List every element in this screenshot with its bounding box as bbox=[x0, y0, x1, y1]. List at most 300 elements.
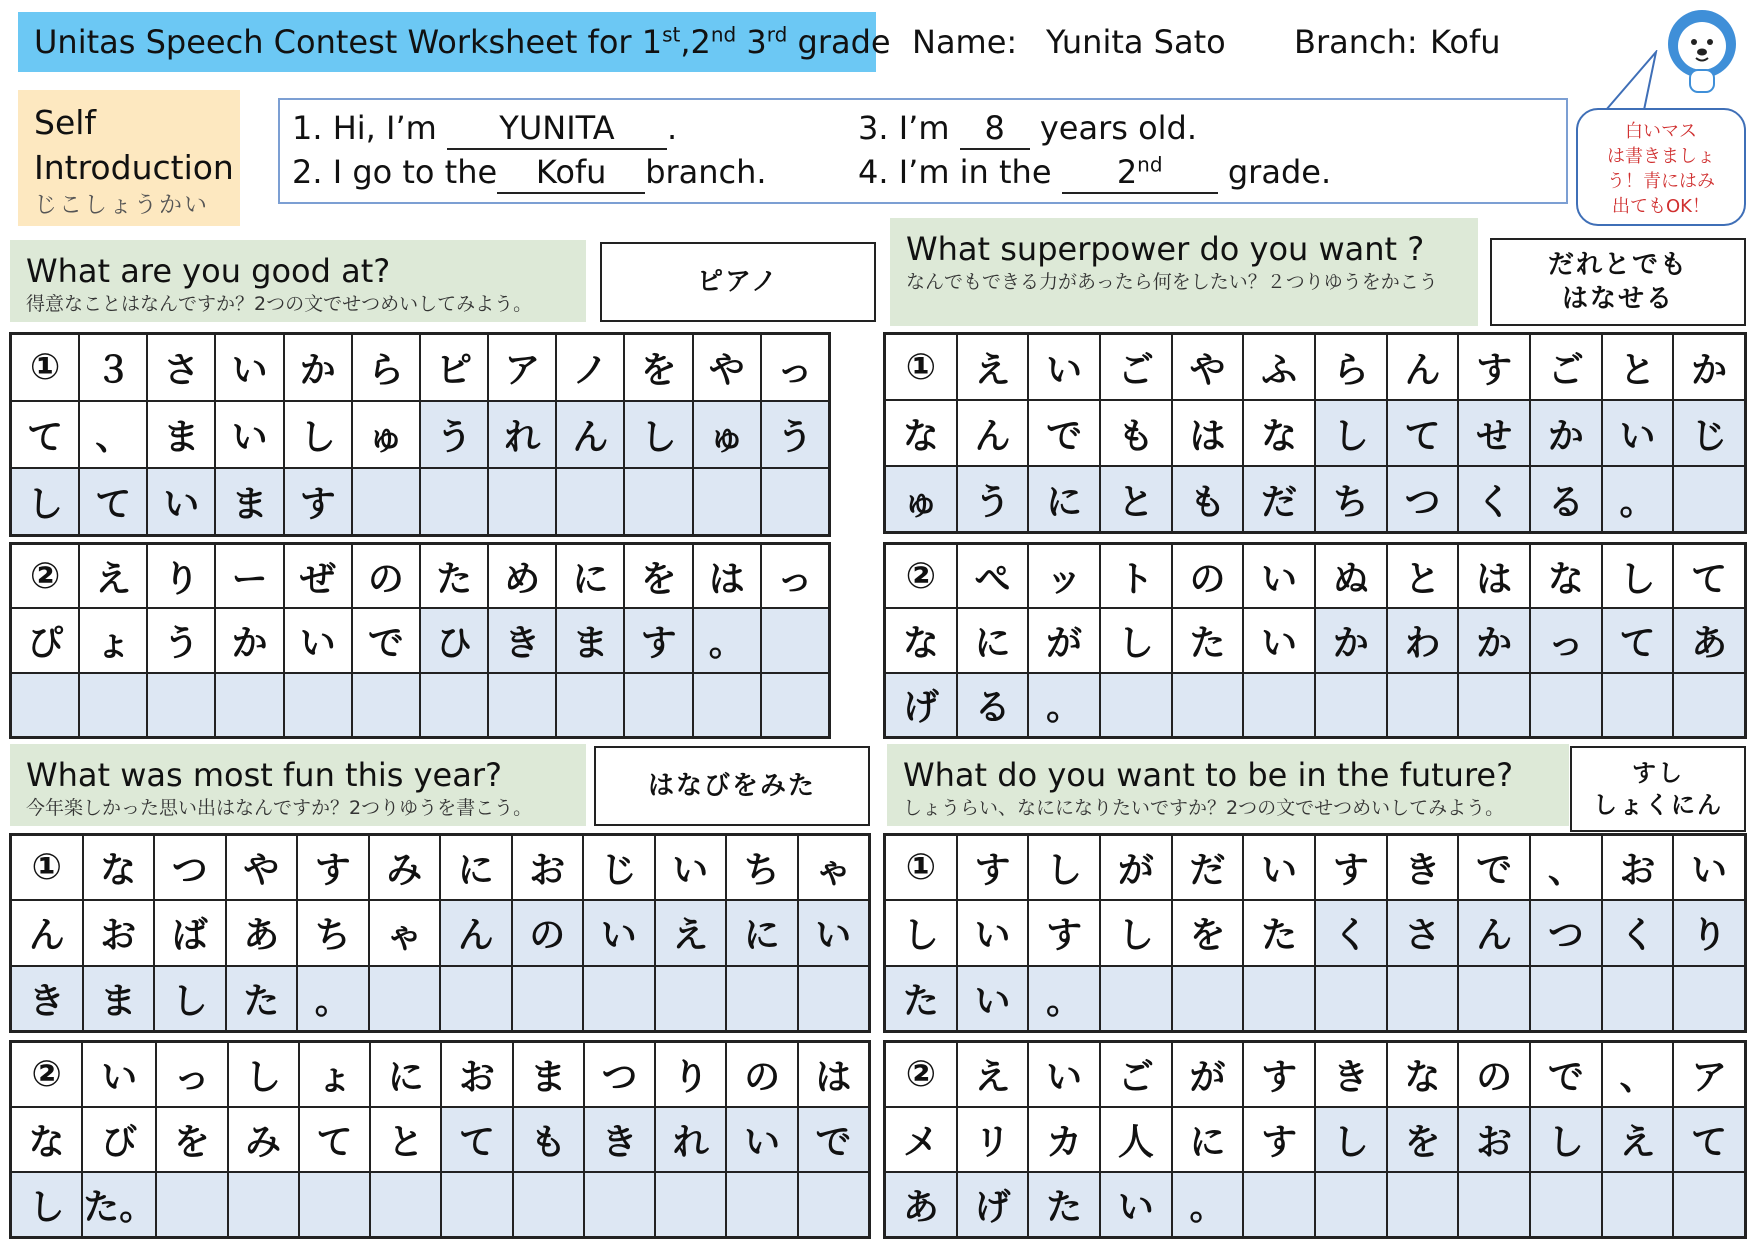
grid-cell[interactable]: え bbox=[656, 901, 726, 964]
grid-cell[interactable] bbox=[1388, 674, 1458, 736]
grid-cell[interactable]: ょ bbox=[80, 609, 146, 671]
grid-cell[interactable] bbox=[421, 674, 487, 736]
grid-cell[interactable]: に bbox=[1173, 1108, 1243, 1171]
grid-cell[interactable]: あ bbox=[886, 1173, 956, 1236]
grid-cell[interactable]: も bbox=[1173, 467, 1243, 531]
grid-cell[interactable]: の bbox=[1459, 1043, 1529, 1106]
grid-cell[interactable]: し bbox=[1316, 401, 1386, 465]
grid-cell[interactable]: い bbox=[958, 901, 1028, 964]
grid-cell[interactable] bbox=[584, 967, 654, 1030]
grid-cell[interactable]: い bbox=[285, 609, 351, 671]
grid-cell[interactable]: げ bbox=[886, 674, 956, 736]
grid-cell[interactable] bbox=[1101, 674, 1171, 736]
grid-cell[interactable] bbox=[1674, 674, 1744, 736]
grid-cell[interactable]: ぺ bbox=[958, 545, 1028, 607]
grid-cell[interactable]: 、 bbox=[1531, 836, 1601, 899]
grid-cell[interactable]: で bbox=[1029, 401, 1099, 465]
grid-cell[interactable]: や bbox=[1173, 335, 1243, 399]
grid-cell[interactable] bbox=[148, 674, 214, 736]
grid-cell[interactable]: し bbox=[155, 967, 225, 1030]
grid-cell[interactable] bbox=[1531, 1173, 1601, 1236]
grid-cell[interactable]: の bbox=[727, 1043, 796, 1106]
grid-cell[interactable]: な bbox=[1388, 1043, 1458, 1106]
grid-cell[interactable]: え bbox=[80, 545, 146, 607]
age-blank[interactable]: 8 bbox=[960, 108, 1030, 150]
grid-cell[interactable]: と bbox=[1388, 545, 1458, 607]
grid-cell[interactable]: つ bbox=[1388, 467, 1458, 531]
grid-cell[interactable]: め bbox=[489, 545, 555, 607]
grid-cell[interactable]: い bbox=[958, 967, 1028, 1030]
grid-cell[interactable]: れ bbox=[489, 402, 555, 467]
grid-cell[interactable]: じ bbox=[584, 836, 654, 899]
grid-cell[interactable] bbox=[421, 469, 487, 534]
grid-cell[interactable]: ふ bbox=[1244, 335, 1314, 399]
grid-cell[interactable]: や bbox=[694, 335, 760, 400]
grid-cell[interactable]: ひ bbox=[421, 609, 487, 671]
grid-cell[interactable] bbox=[12, 674, 78, 736]
grid-cell[interactable]: じ bbox=[1674, 401, 1744, 465]
grid-cell[interactable] bbox=[1674, 1173, 1744, 1236]
grid-cell[interactable]: す bbox=[625, 609, 691, 671]
grid-cell[interactable] bbox=[353, 469, 419, 534]
grid-cell[interactable]: ぬ bbox=[1316, 545, 1386, 607]
grid-cell[interactable]: し bbox=[1531, 1108, 1601, 1171]
grid-cell[interactable]: た bbox=[1029, 1173, 1099, 1236]
grid-cell[interactable]: ん bbox=[12, 901, 82, 964]
grid-cell[interactable] bbox=[1531, 674, 1601, 736]
grid-cell[interactable]: な bbox=[1531, 545, 1601, 607]
grid-cell[interactable] bbox=[1173, 967, 1243, 1030]
grid-cell[interactable]: 、 bbox=[80, 402, 146, 467]
grid-cell[interactable] bbox=[285, 674, 351, 736]
grid-cell[interactable]: き bbox=[1388, 836, 1458, 899]
grid-cell[interactable]: を bbox=[1173, 901, 1243, 964]
grid-cell[interactable]: な bbox=[84, 836, 154, 899]
grid-cell[interactable]: か bbox=[1459, 609, 1529, 671]
grid-cell[interactable]: 。 bbox=[694, 609, 760, 671]
grid-cell[interactable]: れ bbox=[656, 1108, 725, 1171]
grid-cell[interactable]: い bbox=[216, 402, 282, 467]
grid-cell[interactable]: う bbox=[958, 467, 1028, 531]
grid-cell[interactable]: り bbox=[656, 1043, 725, 1106]
grid-cell[interactable]: わ bbox=[1388, 609, 1458, 671]
grid-cell[interactable]: に bbox=[1029, 467, 1099, 531]
grid-cell[interactable]: す bbox=[1029, 901, 1099, 964]
grid-cell[interactable] bbox=[762, 674, 828, 736]
grid-cell[interactable] bbox=[80, 674, 146, 736]
grid-cell[interactable]: て bbox=[442, 1108, 511, 1171]
grid-cell[interactable]: お bbox=[1459, 1108, 1529, 1171]
grid-cell[interactable]: い bbox=[1603, 401, 1673, 465]
grid-cell[interactable] bbox=[557, 469, 623, 534]
grid-cell[interactable]: で bbox=[353, 609, 419, 671]
grid-cell[interactable] bbox=[656, 1173, 725, 1236]
grid-cell[interactable]: た bbox=[227, 967, 297, 1030]
grid-cell[interactable]: 。 bbox=[1603, 467, 1673, 531]
grid-cell[interactable]: と bbox=[1603, 335, 1673, 399]
grid-cell[interactable]: ② bbox=[12, 1043, 81, 1106]
grid-cell[interactable]: ご bbox=[1531, 335, 1601, 399]
grid-cell[interactable]: の bbox=[1173, 545, 1243, 607]
answer-box[interactable] bbox=[600, 242, 876, 322]
grid-cell[interactable]: ら bbox=[1316, 335, 1386, 399]
grid-cell[interactable]: は bbox=[694, 545, 760, 607]
grid-cell[interactable]: ト bbox=[1101, 545, 1171, 607]
grid-cell[interactable]: て bbox=[1388, 401, 1458, 465]
grid-cell[interactable]: み bbox=[229, 1108, 298, 1171]
grid-cell[interactable]: な bbox=[1244, 401, 1314, 465]
grid-cell[interactable]: か bbox=[216, 609, 282, 671]
grid-cell[interactable]: い bbox=[1101, 1173, 1171, 1236]
grid-cell[interactable]: か bbox=[285, 335, 351, 400]
grid-cell[interactable]: お bbox=[1603, 836, 1673, 899]
answer-box[interactable] bbox=[1570, 746, 1746, 832]
grid-cell[interactable]: げ bbox=[958, 1173, 1028, 1236]
grid-cell[interactable] bbox=[1316, 967, 1386, 1030]
grid-cell[interactable]: 。 bbox=[298, 967, 368, 1030]
grid-cell[interactable]: を bbox=[157, 1108, 226, 1171]
grid-cell[interactable]: て bbox=[12, 402, 78, 467]
grid-cell[interactable]: リ bbox=[958, 1108, 1028, 1171]
grid-cell[interactable] bbox=[442, 1173, 511, 1236]
grid-cell[interactable]: す bbox=[285, 469, 351, 534]
grid-cell[interactable]: 。 bbox=[1029, 674, 1099, 736]
grid-cell[interactable]: ご bbox=[1101, 335, 1171, 399]
answer-line: ピアノ bbox=[697, 267, 779, 297]
grid-cell[interactable]: さ bbox=[1388, 901, 1458, 964]
grid-cell[interactable]: ん bbox=[958, 401, 1028, 465]
grid-cell[interactable]: り bbox=[148, 545, 214, 607]
grid-cell[interactable]: た bbox=[1173, 609, 1243, 671]
grid-cell[interactable] bbox=[694, 469, 760, 534]
grid-cell[interactable]: し bbox=[1101, 901, 1171, 964]
grid-cell[interactable]: ゅ bbox=[694, 402, 760, 467]
grid-cell[interactable]: せ bbox=[1459, 401, 1529, 465]
grid-cell[interactable]: い bbox=[148, 469, 214, 534]
grid-cell[interactable]: ① bbox=[12, 335, 78, 400]
grid-cell[interactable]: ん bbox=[557, 402, 623, 467]
grid-cell[interactable]: カ bbox=[1029, 1108, 1099, 1171]
grid-cell[interactable]: ② bbox=[12, 545, 78, 607]
grid-cell[interactable]: は bbox=[1459, 545, 1529, 607]
grid-cell[interactable]: ま bbox=[148, 402, 214, 467]
grid-cell[interactable]: く bbox=[1603, 901, 1673, 964]
grid-cell[interactable] bbox=[441, 967, 511, 1030]
grid-cell[interactable]: い bbox=[799, 901, 869, 964]
grid-cell[interactable]: ょ bbox=[300, 1043, 369, 1106]
grid-cell[interactable]: を bbox=[1388, 1108, 1458, 1171]
grid-cell[interactable]: 。 bbox=[1173, 1173, 1243, 1236]
grid-cell[interactable]: な bbox=[886, 401, 956, 465]
grid-cell[interactable]: え bbox=[1603, 1108, 1673, 1171]
grid-cell[interactable]: さ bbox=[148, 335, 214, 400]
grid-cell[interactable]: の bbox=[513, 901, 583, 964]
grid-cell[interactable] bbox=[1603, 967, 1673, 1030]
grid-cell[interactable]: が bbox=[1101, 836, 1171, 899]
grid-cell[interactable] bbox=[1244, 674, 1314, 736]
grid-cell[interactable]: ① bbox=[886, 836, 956, 899]
grid-cell[interactable]: え bbox=[958, 335, 1028, 399]
grid-cell[interactable]: に bbox=[727, 901, 797, 964]
grid-cell[interactable]: や bbox=[227, 836, 297, 899]
grid-cell[interactable]: ゃ bbox=[799, 836, 869, 899]
grid-cell[interactable]: っ bbox=[157, 1043, 226, 1106]
grid-cell[interactable]: た bbox=[1244, 901, 1314, 964]
grid-cell[interactable]: し bbox=[1101, 609, 1171, 671]
grid-cell[interactable] bbox=[585, 1173, 654, 1236]
grid-cell[interactable]: っ bbox=[762, 335, 828, 400]
grid-cell[interactable] bbox=[1674, 467, 1744, 531]
grid-cell[interactable] bbox=[1388, 1173, 1458, 1236]
grid-cell[interactable] bbox=[727, 967, 797, 1030]
grid-cell[interactable]: あ bbox=[227, 901, 297, 964]
grid-cell[interactable] bbox=[371, 1173, 440, 1236]
grid-cell[interactable]: だ bbox=[1173, 836, 1243, 899]
grid-cell[interactable]: つ bbox=[585, 1043, 654, 1106]
grid-cell[interactable]: き bbox=[489, 609, 555, 671]
grid-cell[interactable]: り bbox=[1674, 901, 1744, 964]
grid-cell[interactable]: メ bbox=[886, 1108, 956, 1171]
grid-cell[interactable]: が bbox=[1029, 609, 1099, 671]
grid-cell[interactable] bbox=[1244, 1173, 1314, 1236]
grid-cell[interactable] bbox=[656, 967, 726, 1030]
grid-cell[interactable] bbox=[216, 674, 282, 736]
answer-box[interactable] bbox=[1490, 238, 1746, 326]
grid-cell[interactable]: か bbox=[1316, 609, 1386, 671]
grid-cell[interactable]: い bbox=[727, 1108, 796, 1171]
grid-cell[interactable]: が bbox=[1173, 1043, 1243, 1106]
grid-cell[interactable] bbox=[489, 469, 555, 534]
grid-cell[interactable]: ① bbox=[12, 836, 82, 899]
grid-cell[interactable] bbox=[489, 674, 555, 736]
grid-cell[interactable]: い bbox=[1674, 836, 1744, 899]
grid-cell[interactable]: つ bbox=[1531, 901, 1601, 964]
grid-cell[interactable]: な bbox=[886, 609, 956, 671]
grid-cell[interactable]: か bbox=[1531, 401, 1601, 465]
grid-cell[interactable]: う bbox=[148, 609, 214, 671]
grid-cell[interactable]: た。 bbox=[83, 1173, 155, 1236]
grid-cell[interactable]: し bbox=[1029, 836, 1099, 899]
grid-cell[interactable]: ま bbox=[557, 609, 623, 671]
grid-cell[interactable]: う bbox=[762, 402, 828, 467]
grid-cell[interactable]: い bbox=[1029, 1043, 1099, 1106]
grid-cell[interactable]: ッ bbox=[1029, 545, 1099, 607]
grid-cell[interactable]: だ bbox=[1244, 467, 1314, 531]
grid-cell[interactable]: ア bbox=[1674, 1043, 1744, 1106]
grid-cell[interactable] bbox=[625, 469, 691, 534]
grid-cell[interactable] bbox=[1101, 967, 1171, 1030]
grid-cell[interactable] bbox=[157, 1173, 226, 1236]
grid-cell[interactable] bbox=[514, 1173, 583, 1236]
grid-cell[interactable] bbox=[1459, 674, 1529, 736]
grid-cell[interactable]: も bbox=[514, 1108, 583, 1171]
grid-cell[interactable] bbox=[1459, 1173, 1529, 1236]
grid-cell[interactable]: ら bbox=[353, 335, 419, 400]
grid-cell[interactable]: い bbox=[1244, 545, 1314, 607]
grid-cell[interactable]: は bbox=[1173, 401, 1243, 465]
answer-line: だれとでも bbox=[1547, 250, 1688, 280]
grid-cell[interactable] bbox=[1316, 674, 1386, 736]
grid-cell[interactable]: し bbox=[1603, 545, 1673, 607]
grid-cell[interactable]: ま bbox=[216, 469, 282, 534]
grid-cell[interactable] bbox=[1674, 967, 1744, 1030]
grid-cell[interactable]: で bbox=[1531, 1043, 1601, 1106]
grid-cell[interactable]: る bbox=[958, 674, 1028, 736]
grid-cell[interactable]: で bbox=[799, 1108, 868, 1171]
grid-cell[interactable] bbox=[300, 1173, 369, 1236]
grid-cell[interactable]: び bbox=[83, 1108, 155, 1171]
grid-cell[interactable]: ぴ bbox=[12, 609, 78, 671]
grid-cell[interactable] bbox=[762, 469, 828, 534]
grid-cell[interactable] bbox=[694, 674, 760, 736]
grid-cell[interactable] bbox=[1244, 967, 1314, 1030]
grid-cell[interactable] bbox=[1531, 967, 1601, 1030]
grid-cell[interactable]: す bbox=[958, 836, 1028, 899]
grid-cell[interactable]: ば bbox=[155, 901, 225, 964]
grid-cell[interactable]: を bbox=[625, 335, 691, 400]
grid-cell[interactable]: ② bbox=[886, 545, 956, 607]
grid-cell[interactable]: て bbox=[300, 1108, 369, 1171]
grid-cell[interactable]: い bbox=[656, 836, 726, 899]
grid-cell[interactable]: す bbox=[1244, 1043, 1314, 1106]
grid-cell[interactable]: う bbox=[421, 402, 487, 467]
grid-cell[interactable]: ゅ bbox=[886, 467, 956, 531]
grid-cell[interactable]: お bbox=[84, 901, 154, 964]
grid-cell[interactable] bbox=[353, 674, 419, 736]
grid-cell[interactable]: し bbox=[886, 901, 956, 964]
grid-cell[interactable] bbox=[625, 674, 691, 736]
grid-cell[interactable]: ん bbox=[1388, 335, 1458, 399]
grid-cell[interactable]: に bbox=[958, 609, 1028, 671]
grid-cell[interactable]: て bbox=[1603, 609, 1673, 671]
grid-cell[interactable] bbox=[799, 1173, 868, 1236]
grid-cell[interactable] bbox=[557, 674, 623, 736]
grid-cell[interactable]: ア bbox=[489, 335, 555, 400]
answer-box[interactable] bbox=[594, 746, 870, 826]
grid-cell[interactable] bbox=[1603, 674, 1673, 736]
grid-cell[interactable]: と bbox=[371, 1108, 440, 1171]
grid-cell[interactable]: に bbox=[557, 545, 623, 607]
grid-cell[interactable]: ゅ bbox=[353, 402, 419, 467]
grid-cell[interactable] bbox=[1173, 674, 1243, 736]
grid-cell[interactable]: ま bbox=[514, 1043, 583, 1106]
grid-cell[interactable]: い bbox=[584, 901, 654, 964]
grid-cell[interactable] bbox=[727, 1173, 796, 1236]
grid-cell[interactable] bbox=[1316, 1173, 1386, 1236]
grid-cell[interactable]: い bbox=[1244, 609, 1314, 671]
grid-cell[interactable]: 、 bbox=[1603, 1043, 1673, 1106]
grid-cell[interactable]: し bbox=[12, 1173, 81, 1236]
grid-cell[interactable]: か bbox=[1674, 335, 1744, 399]
self-intro-label: Self bbox=[34, 103, 97, 142]
grid-cell[interactable]: い bbox=[1244, 836, 1314, 899]
grid-cell[interactable]: を bbox=[625, 545, 691, 607]
grid-cell[interactable]: 人 bbox=[1101, 1108, 1171, 1171]
grid-cell[interactable]: ぜ bbox=[285, 545, 351, 607]
grade-blank[interactable]: 2nd bbox=[1062, 152, 1218, 194]
grid-cell[interactable] bbox=[799, 967, 869, 1030]
grid-cell[interactable]: ノ bbox=[557, 335, 623, 400]
grid-cell[interactable]: ② bbox=[886, 1043, 956, 1106]
grid-cell[interactable]: て bbox=[1674, 1108, 1744, 1171]
grid-cell[interactable]: え bbox=[958, 1043, 1028, 1106]
name-label: Name: bbox=[912, 23, 1018, 61]
grid-cell[interactable]: 。 bbox=[1029, 967, 1099, 1030]
grid-cell[interactable]: ち bbox=[727, 836, 797, 899]
grid-cell[interactable]: い bbox=[83, 1043, 155, 1106]
grid-cell[interactable] bbox=[1388, 967, 1458, 1030]
grid-cell[interactable]: し bbox=[12, 469, 78, 534]
grid-cell[interactable] bbox=[1603, 1173, 1673, 1236]
grid-cell[interactable]: み bbox=[370, 836, 440, 899]
grid-cell[interactable]: す bbox=[1316, 836, 1386, 899]
grid-cell[interactable]: き bbox=[1316, 1043, 1386, 1106]
grid-cell[interactable]: つ bbox=[155, 836, 225, 899]
grid-cell[interactable]: し bbox=[1316, 1108, 1386, 1171]
grid-cell[interactable]: ３ bbox=[80, 335, 146, 400]
grid-cell[interactable]: っ bbox=[1531, 609, 1601, 671]
grid-cell[interactable]: ピ bbox=[421, 335, 487, 400]
branch-blank[interactable]: Kofu bbox=[497, 152, 645, 194]
grid-cell[interactable]: る bbox=[1531, 467, 1601, 531]
grid-cell[interactable]: た bbox=[421, 545, 487, 607]
grid-cell[interactable]: き bbox=[585, 1108, 654, 1171]
grid-cell[interactable]: お bbox=[513, 836, 583, 899]
grid-cell[interactable] bbox=[762, 609, 828, 671]
grid-cell[interactable]: ① bbox=[886, 335, 956, 399]
grid-cell[interactable]: ち bbox=[1316, 467, 1386, 531]
grid-cell[interactable]: し bbox=[285, 402, 351, 467]
grid-cell[interactable]: っ bbox=[762, 545, 828, 607]
grid-cell[interactable]: く bbox=[1459, 467, 1529, 531]
grid-cell[interactable]: の bbox=[353, 545, 419, 607]
grid-cell[interactable]: し bbox=[625, 402, 691, 467]
grid-cell[interactable]: で bbox=[1459, 836, 1529, 899]
grid-cell[interactable]: き bbox=[12, 967, 82, 1030]
grid-cell[interactable]: て bbox=[80, 469, 146, 534]
grid-cell[interactable]: も bbox=[1101, 401, 1171, 465]
grid-cell[interactable]: い bbox=[216, 335, 282, 400]
grid-cell[interactable]: た bbox=[886, 967, 956, 1030]
grid-cell[interactable]: す bbox=[1459, 335, 1529, 399]
grid-cell[interactable]: す bbox=[298, 836, 368, 899]
grid-cell[interactable] bbox=[1459, 967, 1529, 1030]
grid-cell[interactable] bbox=[370, 967, 440, 1030]
grid-cell[interactable]: す bbox=[1244, 1108, 1314, 1171]
grid-cell[interactable]: な bbox=[12, 1108, 81, 1171]
name-blank[interactable]: YUNITA bbox=[447, 108, 667, 150]
grid-cell[interactable]: あ bbox=[1674, 609, 1744, 671]
grid-cell[interactable]: お bbox=[442, 1043, 511, 1106]
grid-cell[interactable]: ま bbox=[84, 967, 154, 1030]
grid-cell[interactable]: に bbox=[371, 1043, 440, 1106]
grid-cell[interactable]: ゃ bbox=[370, 901, 440, 964]
grid-cell[interactable]: し bbox=[229, 1043, 298, 1106]
grid-cell[interactable]: と bbox=[1101, 467, 1171, 531]
grid-cell[interactable] bbox=[513, 967, 583, 1030]
grid-cell[interactable]: て bbox=[1674, 545, 1744, 607]
grid-cell[interactable]: ち bbox=[298, 901, 368, 964]
grid-cell[interactable]: に bbox=[441, 836, 511, 899]
grid-cell[interactable]: ご bbox=[1101, 1043, 1171, 1106]
grid-cell[interactable]: い bbox=[1029, 335, 1099, 399]
grid-cell[interactable]: ー bbox=[216, 545, 282, 607]
grid-cell[interactable]: ん bbox=[1459, 901, 1529, 964]
grid-cell[interactable]: ん bbox=[441, 901, 511, 964]
grid-cell[interactable]: は bbox=[799, 1043, 868, 1106]
grid-cell[interactable] bbox=[229, 1173, 298, 1236]
grid-cell[interactable]: く bbox=[1316, 901, 1386, 964]
